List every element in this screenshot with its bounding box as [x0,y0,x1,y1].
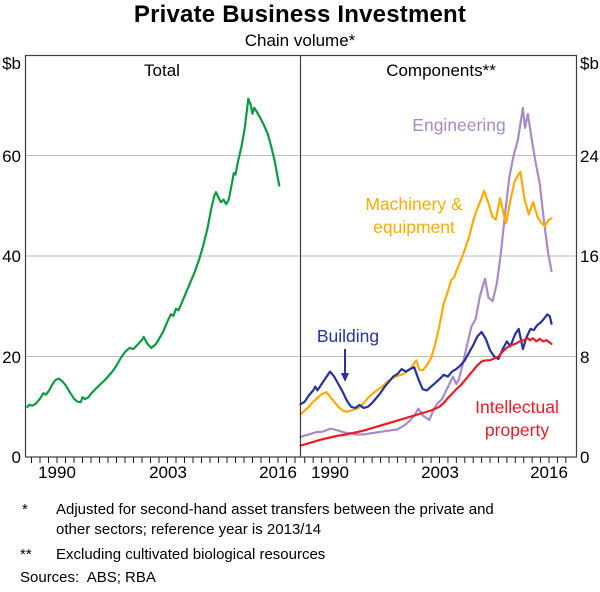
y-tick-right-0: 0 [580,448,590,467]
footnote-1-line1: Adjusted for second-hand asset transfers between the private and [56,501,494,518]
series-label-machinery [365,193,462,239]
chart-title: Private Business Investment [133,1,467,28]
y-tick-left-40: 40 [2,247,21,266]
x-tick-left-2003: 2003 [149,463,187,482]
series-label-ip-line1: Intellectual [475,397,559,417]
panel-title-components: Components** [386,61,496,80]
x-tick-right-2003: 2003 [421,463,459,482]
series-label-machinery-line2: equipment [373,217,455,237]
series-label-engineering: Engineering [412,115,506,135]
panel-title-total: Total [144,61,180,80]
y-tick-right-16: 16 [580,247,599,266]
x-tick-left-1990: 1990 [38,463,76,482]
footnote-2-marker: ** [20,546,32,563]
series-label-ip-line2: property [484,420,550,440]
footnote-1-marker: * [22,501,28,518]
y-tick-left-60: 60 [2,147,21,166]
series-label-intellectual-property [475,396,559,442]
footnote-1-line2: other sectors; reference year is 2013/14 [56,521,322,538]
x-tick-right-2016: 2016 [530,463,568,482]
series-label-machinery-line1: Machinery & [365,194,463,214]
y-tick-left-0: 0 [11,448,21,467]
footnote-2-text: Excluding cultivated biological resources [56,546,326,563]
chart-subtitle: Chain volume* [244,31,356,50]
series-label-building: Building [316,326,380,346]
y-axis-unit-left: $b [2,54,21,73]
y-axis-unit-right: $b [580,54,599,73]
x-tick-right-1990: 1990 [311,463,349,482]
y-tick-right-24: 24 [580,147,599,166]
sources-line: Sources: ABS; RBA [20,569,156,586]
y-tick-left-20: 20 [2,348,21,367]
y-tick-right-8: 8 [580,348,590,367]
x-tick-left-2016: 2016 [259,463,297,482]
